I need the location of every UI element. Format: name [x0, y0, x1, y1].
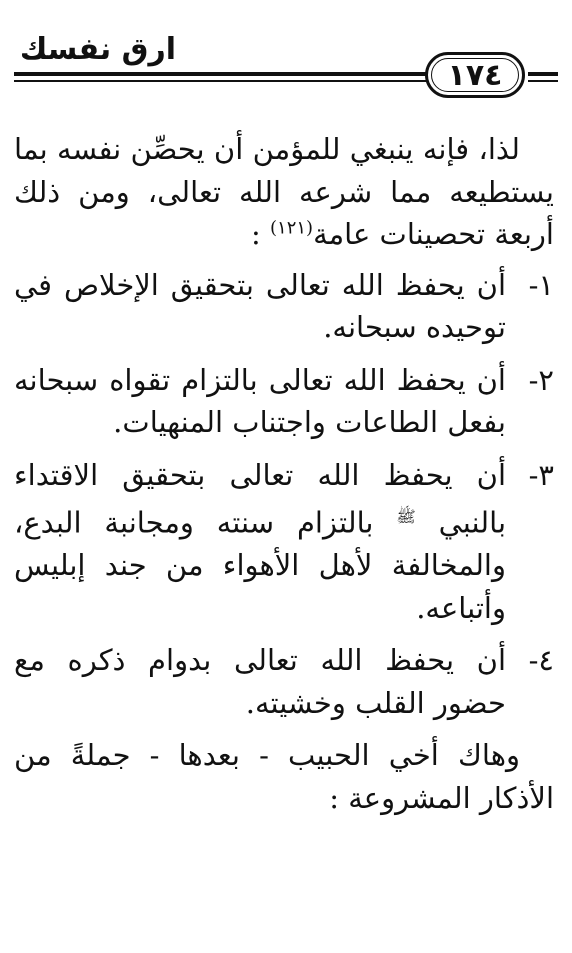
list-item-number: ١-: [528, 267, 554, 302]
intro-colon: :: [251, 217, 261, 251]
list-item-text: أن يحفظ الله تعالى بتحقيق الإخلاص في توحيده سبحانه.: [14, 267, 506, 344]
list-item-text-part: بالتزام سنته ومجانبة البدع، والمخالفة لأهل الأهواء من جند إبليس وأتباعه.: [14, 505, 506, 625]
page-header: [0, 0, 572, 110]
header-rule-thin: [14, 80, 426, 82]
page-number-badge: [425, 52, 525, 98]
list-item: [14, 639, 554, 724]
footnote-reference: (١٢١): [270, 217, 314, 239]
list-item-text-part: أن يحفظ الله تعالى بتحقيق الاقتداء بالنبي: [14, 457, 507, 540]
list-item: [14, 264, 554, 349]
header-rule-right-thick: [528, 72, 558, 76]
list-item-text: أن يحفظ الله تعالى بدوام ذكره مع حضور القلب وخشيته.: [14, 643, 506, 720]
closing-paragraph: وهاك أخي الحبيب - بعدها - جملةً من الأذكار المشروعة :: [14, 738, 554, 815]
intro-paragraph: [14, 128, 554, 256]
page-number: ١٧٤: [447, 57, 503, 93]
list-item-text: أن يحفظ الله تعالى بالتزام تقواه سبحانه بفعل الطاعات واجتناب المنهيات.: [14, 362, 506, 439]
list-item-number: ٤-: [528, 643, 554, 678]
list-item-text: [14, 454, 506, 630]
list-item: [14, 359, 554, 444]
list-item-number: ٣-: [528, 457, 554, 492]
running-title: ارق نفسك: [19, 32, 176, 67]
list-item: [14, 454, 554, 630]
header-rule-right-thin: [528, 80, 558, 82]
list-item-number: ٢-: [528, 362, 554, 397]
header-rule-thick: [14, 72, 426, 76]
page-body: [14, 128, 554, 829]
intro-text: لذا، فإنه ينبغي للمؤمن أن يحصِّن نفسه بما يستطيعه مما شرعه الله تعالى، ومن ذلك أربعة تحصينات عامة: [14, 132, 554, 251]
honorific-glyph: ﷺ: [396, 507, 416, 526]
